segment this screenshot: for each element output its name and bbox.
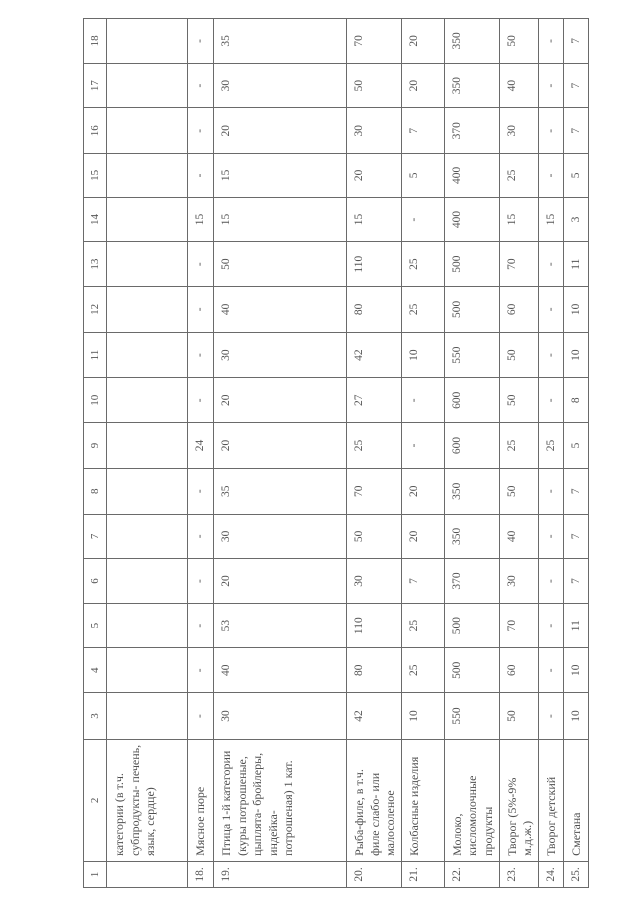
norm-value-cell: - [188, 468, 214, 514]
norm-value-cell [107, 286, 188, 332]
norm-value-cell: 30 [499, 559, 538, 604]
norm-value-cell: - [188, 19, 214, 64]
norm-value-cell: 25 [401, 648, 444, 693]
column-number-row [84, 19, 107, 888]
norm-value-cell: 10 [401, 332, 444, 378]
column-number-cell: 2 [84, 739, 107, 861]
norm-value-cell: 40 [214, 648, 347, 693]
row-number-cell: 19. [214, 861, 347, 887]
norm-value-cell: 5 [563, 423, 588, 469]
norm-value-cell: - [538, 242, 563, 287]
norm-value-cell: - [538, 648, 563, 693]
norm-value-cell: 20 [214, 378, 347, 423]
norm-value-cell: 11 [563, 242, 588, 287]
norm-value-cell: 550 [444, 693, 499, 740]
column-number-cell: 13 [84, 242, 107, 287]
table-row [347, 19, 402, 888]
norm-value-cell: 550 [444, 332, 499, 378]
norm-value-cell: 11 [563, 603, 588, 648]
column-number-cell: 3 [84, 693, 107, 740]
product-name-cell: Птица 1-й категории (куры потрошеные, цыплята- бройлеры, индейка- потрошеная) 1 кат. [214, 739, 347, 861]
norm-value-cell: 25 [499, 154, 538, 198]
column-number-cell: 6 [84, 559, 107, 604]
norm-value-cell: 110 [347, 603, 402, 648]
norm-value-cell: 400 [444, 197, 499, 242]
norm-value-cell: 20 [401, 468, 444, 514]
norm-value-cell: 25 [538, 423, 563, 469]
norm-value-cell: 20 [347, 154, 402, 198]
norm-value-cell: - [401, 197, 444, 242]
norm-value-cell: 40 [214, 286, 347, 332]
norm-value-cell: 600 [444, 378, 499, 423]
norm-value-cell [107, 197, 188, 242]
norm-value-cell: - [188, 559, 214, 604]
norm-value-cell: 350 [444, 63, 499, 108]
norm-value-cell [107, 19, 188, 64]
norm-value-cell: 7 [401, 108, 444, 154]
norm-value-cell: 50 [499, 378, 538, 423]
norm-value-cell: 24 [188, 423, 214, 469]
norm-value-cell: 25 [347, 423, 402, 469]
norm-value-cell [107, 423, 188, 469]
column-number-cell: 9 [84, 423, 107, 469]
norm-value-cell: 500 [444, 603, 499, 648]
norm-value-cell: 30 [214, 693, 347, 740]
norm-value-cell: 500 [444, 286, 499, 332]
norm-value-cell: 70 [347, 19, 402, 64]
norm-value-cell: 70 [347, 468, 402, 514]
norm-value-cell: - [401, 423, 444, 469]
norm-value-cell: - [188, 378, 214, 423]
norm-value-cell: 20 [401, 514, 444, 559]
norm-value-cell: 7 [563, 514, 588, 559]
column-number-cell: 10 [84, 378, 107, 423]
norm-value-cell: - [538, 154, 563, 198]
column-number-cell: 17 [84, 63, 107, 108]
norm-value-cell: 7 [563, 19, 588, 64]
norm-value-cell: 50 [499, 468, 538, 514]
norm-value-cell: 10 [563, 286, 588, 332]
norm-value-cell: 50 [499, 19, 538, 64]
product-name-cell: Мясное пюре [188, 739, 214, 861]
norm-value-cell: - [188, 514, 214, 559]
norm-value-cell: 25 [401, 286, 444, 332]
table-row [214, 19, 347, 888]
norm-value-cell: 350 [444, 468, 499, 514]
norm-value-cell: 30 [214, 514, 347, 559]
table-row [538, 19, 563, 888]
norm-value-cell [107, 514, 188, 559]
norm-value-cell: - [188, 693, 214, 740]
norm-value-cell: 35 [214, 468, 347, 514]
row-number-cell: 18. [188, 861, 214, 887]
norm-value-cell: 15 [499, 197, 538, 242]
food-norms-table [83, 18, 589, 888]
table-row [563, 19, 588, 888]
norm-value-cell: - [188, 63, 214, 108]
norm-value-cell [107, 468, 188, 514]
norm-value-cell: 35 [214, 19, 347, 64]
table-row [499, 19, 538, 888]
norm-value-cell: - [538, 603, 563, 648]
norm-value-cell: 7 [563, 468, 588, 514]
norm-value-cell: 80 [347, 286, 402, 332]
norm-value-cell: 370 [444, 108, 499, 154]
column-number-cell: 11 [84, 332, 107, 378]
norm-value-cell: 50 [499, 693, 538, 740]
norm-value-cell [107, 332, 188, 378]
row-number-cell: 20. [347, 861, 402, 887]
table-row [188, 19, 214, 888]
norm-value-cell: 10 [401, 693, 444, 740]
norm-value-cell: 7 [401, 559, 444, 604]
norm-value-cell: 25 [499, 423, 538, 469]
column-number-cell: 15 [84, 154, 107, 198]
norm-value-cell: - [188, 286, 214, 332]
norm-value-cell: - [538, 378, 563, 423]
norm-value-cell: 10 [563, 693, 588, 740]
column-number-cell: 18 [84, 19, 107, 64]
column-number-cell: 14 [84, 197, 107, 242]
norm-value-cell [107, 648, 188, 693]
norm-value-cell: 15 [538, 197, 563, 242]
table-row [401, 19, 444, 888]
column-number-cell: 5 [84, 603, 107, 648]
norm-value-cell: - [538, 332, 563, 378]
row-number-cell: 24. [538, 861, 563, 887]
norm-value-cell: 30 [214, 332, 347, 378]
norm-value-cell: 370 [444, 559, 499, 604]
norm-value-cell: 20 [214, 108, 347, 154]
column-number-cell: 4 [84, 648, 107, 693]
norm-value-cell: - [188, 332, 214, 378]
norm-value-cell: 50 [499, 332, 538, 378]
rotated-table-wrapper [83, 18, 597, 888]
norm-value-cell: 15 [214, 154, 347, 198]
norm-value-cell: - [538, 468, 563, 514]
norm-value-cell: 70 [499, 603, 538, 648]
norm-value-cell: 15 [214, 197, 347, 242]
norm-value-cell [107, 63, 188, 108]
norm-value-cell: 70 [499, 242, 538, 287]
norm-value-cell: 350 [444, 19, 499, 64]
table-row [444, 19, 499, 888]
norm-value-cell: 3 [563, 197, 588, 242]
norm-value-cell: 25 [401, 242, 444, 287]
norm-value-cell: 20 [214, 423, 347, 469]
row-number-cell: 25. [563, 861, 588, 887]
norm-value-cell: - [538, 286, 563, 332]
product-name-cell: Сметана [563, 739, 588, 861]
row-number-cell: 21. [401, 861, 444, 887]
norm-value-cell: 27 [347, 378, 402, 423]
norm-value-cell: 500 [444, 648, 499, 693]
norm-value-cell: 350 [444, 514, 499, 559]
norm-value-cell: 20 [401, 63, 444, 108]
norm-value-cell: 60 [499, 648, 538, 693]
product-name-cell: Творог детский [538, 739, 563, 861]
norm-value-cell: 80 [347, 648, 402, 693]
norm-value-cell: - [188, 242, 214, 287]
table-row [107, 19, 188, 888]
norm-value-cell: - [538, 559, 563, 604]
norm-value-cell: - [538, 108, 563, 154]
norm-value-cell [107, 378, 188, 423]
norm-value-cell [107, 242, 188, 287]
norm-value-cell: 15 [188, 197, 214, 242]
row-number-cell [107, 861, 188, 887]
norm-value-cell: - [188, 154, 214, 198]
norm-value-cell: 20 [214, 559, 347, 604]
norm-value-cell: 500 [444, 242, 499, 287]
norm-value-cell: - [401, 378, 444, 423]
norm-value-cell [107, 154, 188, 198]
norm-value-cell [107, 108, 188, 154]
norm-value-cell: 600 [444, 423, 499, 469]
norm-value-cell: 7 [563, 63, 588, 108]
norm-value-cell: 7 [563, 108, 588, 154]
norm-value-cell: 8 [563, 378, 588, 423]
norm-value-cell: - [188, 648, 214, 693]
norm-value-cell: 400 [444, 154, 499, 198]
row-number-cell: 23. [499, 861, 538, 887]
product-name-cell: Молоко, кисломолочные продукты [444, 739, 499, 861]
norm-value-cell: 10 [563, 332, 588, 378]
norm-value-cell: 30 [499, 108, 538, 154]
norm-value-cell [107, 693, 188, 740]
norm-value-cell: 5 [401, 154, 444, 198]
product-name-cell: категории (в т.ч. субпродукты- печень, язык, сердце) [107, 739, 188, 861]
norm-value-cell: 30 [214, 63, 347, 108]
column-number-cell: 8 [84, 468, 107, 514]
norm-value-cell: - [538, 19, 563, 64]
product-name-cell: Рыба-филе, в т.ч. филе слабо- или малосоленое [347, 739, 402, 861]
norm-value-cell: - [538, 63, 563, 108]
norm-value-cell: 53 [214, 603, 347, 648]
norm-value-cell: 50 [347, 63, 402, 108]
row-number-cell: 22. [444, 861, 499, 887]
norm-value-cell: 25 [401, 603, 444, 648]
column-number-cell: 1 [84, 861, 107, 887]
norm-value-cell: 50 [214, 242, 347, 287]
norm-value-cell: 15 [347, 197, 402, 242]
norm-value-cell: 7 [563, 559, 588, 604]
product-name-cell: Творог (5%-9% м.д.ж.) [499, 739, 538, 861]
column-number-cell: 16 [84, 108, 107, 154]
norm-value-cell: - [538, 514, 563, 559]
norm-value-cell: 30 [347, 559, 402, 604]
norm-value-cell [107, 603, 188, 648]
norm-value-cell: - [538, 693, 563, 740]
norm-value-cell: 50 [347, 514, 402, 559]
product-name-cell: Колбасные изделия [401, 739, 444, 861]
norm-value-cell: 42 [347, 693, 402, 740]
norm-value-cell: 5 [563, 154, 588, 198]
column-number-cell: 12 [84, 286, 107, 332]
norm-value-cell: 20 [401, 19, 444, 64]
norm-value-cell: 40 [499, 514, 538, 559]
norm-value-cell: 60 [499, 286, 538, 332]
norm-value-cell: - [188, 603, 214, 648]
norm-value-cell: 30 [347, 108, 402, 154]
norm-value-cell: 110 [347, 242, 402, 287]
norm-value-cell: - [188, 108, 214, 154]
column-number-cell: 7 [84, 514, 107, 559]
norm-value-cell: 40 [499, 63, 538, 108]
norm-value-cell: 10 [563, 648, 588, 693]
norm-value-cell [107, 559, 188, 604]
norm-value-cell: 42 [347, 332, 402, 378]
